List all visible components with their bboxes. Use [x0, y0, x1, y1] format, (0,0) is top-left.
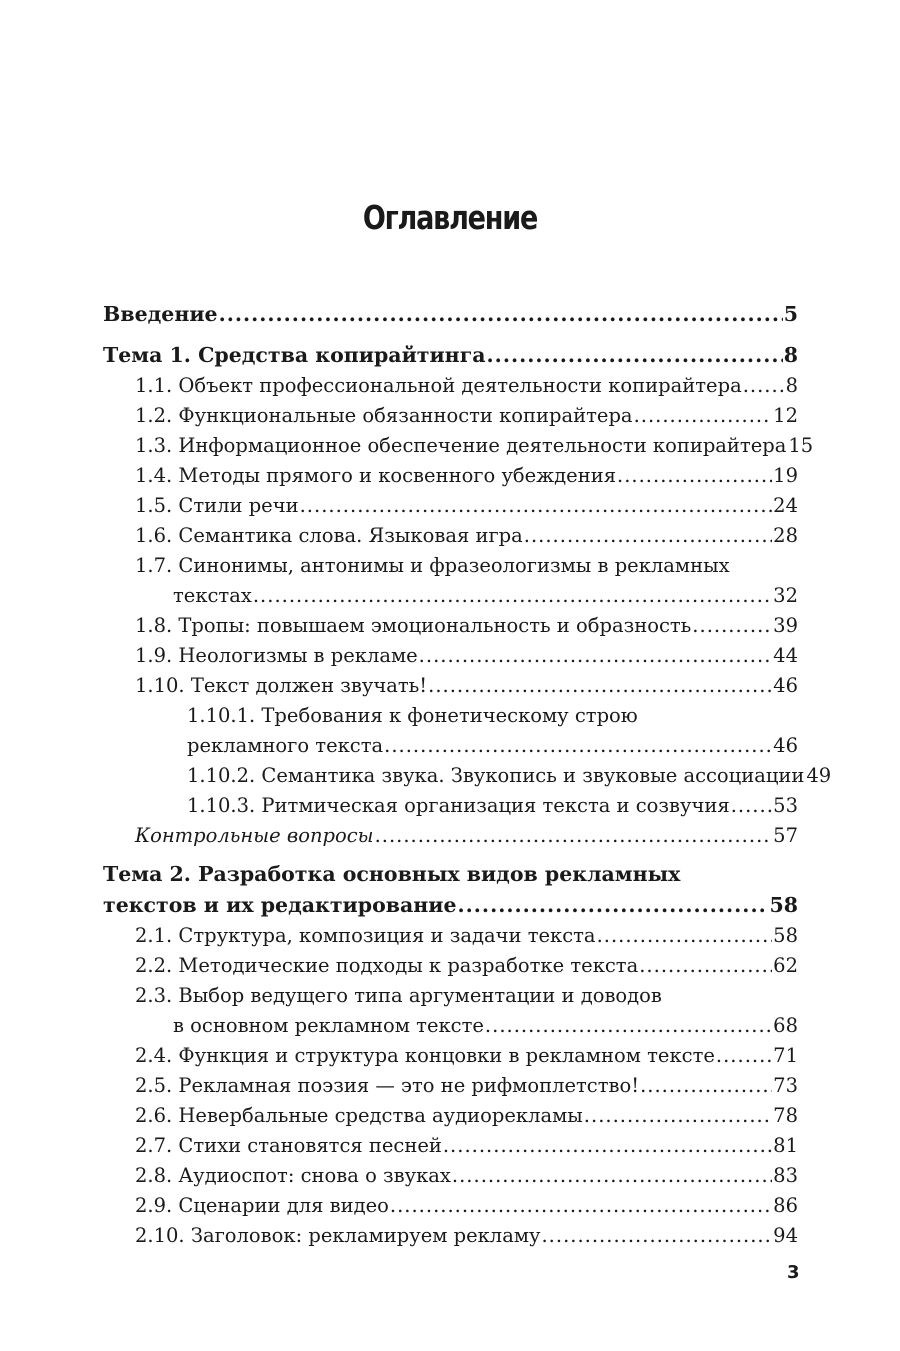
- toc-entry-page: 78: [773, 1104, 798, 1127]
- toc-leader-dots: [375, 821, 773, 851]
- toc-entry-2-10[interactable]: [103, 1221, 798, 1251]
- toc-entry-label: 2.4. Функция и структура концовки в рекламном тексте: [135, 1041, 715, 1071]
- page-title: Оглавление: [362, 198, 538, 237]
- toc-entry-page: 5: [783, 302, 798, 326]
- toc-entry-label: в основном рекламном тексте: [173, 1011, 484, 1041]
- toc-entry-2-8[interactable]: [103, 1161, 798, 1191]
- toc-entry-page: 83: [773, 1164, 798, 1187]
- toc-leader-dots: [541, 1221, 772, 1251]
- toc-entry-page: 8: [783, 343, 798, 367]
- toc-leader-dots: [743, 371, 785, 401]
- toc-entry-1-10[interactable]: [103, 671, 798, 701]
- toc-entry-label: 1.10. Текст должен звучать!: [135, 671, 427, 701]
- toc-entry-page: 46: [773, 734, 798, 757]
- toc-entry-2-3-line1[interactable]: 2.3. Выбор ведущего типа аргументации и доводов: [135, 984, 662, 1007]
- toc-entry-2-6[interactable]: [103, 1101, 798, 1131]
- toc-entry-page: 49: [806, 764, 832, 787]
- toc-entry-label: 2.8. Аудиоспот: снова о звуках: [135, 1161, 451, 1191]
- toc-entry-1-7-line1[interactable]: 1.7. Синонимы, антонимы и фразеологизмы в рекламных: [135, 554, 730, 577]
- toc-entry-theme2[interactable]: [103, 889, 798, 921]
- toc-leader-dots: [584, 1101, 772, 1131]
- toc-entry-theme1[interactable]: [103, 339, 798, 371]
- toc-entry-page: 24: [773, 494, 798, 517]
- toc-leader-dots: [390, 1191, 772, 1221]
- toc-entry-page: 53: [773, 794, 798, 817]
- toc-entry-label: текстах: [173, 581, 252, 611]
- toc-entry-page: 81: [773, 1134, 798, 1157]
- toc-leader-dots: [639, 951, 772, 981]
- toc-entry-label: 1.5. Стили речи: [135, 491, 299, 521]
- toc-entry-label: 2.1. Структура, композиция и задачи текста: [135, 921, 596, 951]
- toc-entry-1-2[interactable]: [103, 401, 798, 431]
- toc-entry-1-4[interactable]: [103, 461, 798, 491]
- toc-leader-dots: [219, 298, 783, 330]
- toc-entry-page: 28: [773, 524, 798, 547]
- toc-leader-dots: [300, 491, 773, 521]
- toc-entry-1-10-3[interactable]: [103, 791, 798, 821]
- toc-leader-dots: [617, 461, 772, 491]
- toc-leader-dots: [692, 611, 772, 641]
- toc-leader-dots: [731, 791, 772, 821]
- page-number: 3: [787, 1262, 800, 1283]
- table-of-contents: [103, 298, 832, 1251]
- toc-entry-page: 68: [773, 1014, 798, 1037]
- toc-entry-2-1[interactable]: [103, 921, 798, 951]
- toc-entry-label: 2.2. Методические подходы к разработке текста: [135, 951, 638, 981]
- toc-entry-page: 73: [773, 1074, 798, 1097]
- toc-entry-label: текстов и их редактирование: [103, 889, 457, 921]
- toc-entry-page: 39: [773, 614, 798, 637]
- toc-leader-dots: [487, 339, 783, 371]
- toc-entry-page: 58: [769, 893, 798, 917]
- toc-entry-label: 1.8. Тропы: повышаем эмоциональность и образность: [135, 611, 691, 641]
- toc-entry-page: 58: [773, 924, 798, 947]
- toc-entry-control-questions[interactable]: [103, 821, 798, 851]
- toc-leader-dots: [640, 1071, 772, 1101]
- toc-entry-page: 19: [773, 464, 798, 487]
- toc-entry-intro[interactable]: [103, 298, 798, 330]
- toc-leader-dots: [524, 521, 772, 551]
- toc-entry-1-10-1-line1[interactable]: 1.10.1. Требования к фонетическому строю: [187, 704, 638, 727]
- toc-entry-page: 86: [773, 1194, 798, 1217]
- toc-entry-2-3[interactable]: [103, 1011, 798, 1041]
- toc-entry-page: 94: [773, 1224, 798, 1247]
- toc-entry-1-9[interactable]: [103, 641, 798, 671]
- toc-leader-dots: [634, 401, 773, 431]
- toc-entry-label: 1.1. Объект профессиональной деятельности копирайтера: [135, 371, 742, 401]
- toc-entry-page: 8: [785, 374, 798, 397]
- toc-entry-label: 2.5. Рекламная поэзия — это не рифмоплетство!: [135, 1071, 639, 1101]
- toc-entry-label: 2.6. Невербальные средства аудиорекламы: [135, 1101, 583, 1131]
- toc-leader-dots: [428, 671, 772, 701]
- toc-entry-page: 12: [773, 404, 798, 427]
- toc-entry-1-7[interactable]: [103, 581, 798, 611]
- toc-entry-label: 1.3. Информационное обеспечение деятельности копирайтера: [135, 431, 786, 461]
- toc-entry-label: 1.10.3. Ритмическая организация текста и созвучия: [187, 791, 730, 821]
- toc-entry-1-10-1[interactable]: [103, 731, 798, 761]
- toc-entry-page: 46: [773, 674, 798, 697]
- toc-entry-1-1[interactable]: [103, 371, 798, 401]
- toc-entry-page: 32: [773, 584, 798, 607]
- toc-leader-dots: [384, 731, 772, 761]
- toc-leader-dots: [716, 1041, 772, 1071]
- toc-leader-dots: [452, 1161, 772, 1191]
- toc-entry-label: 2.7. Стихи становятся песней: [135, 1131, 442, 1161]
- toc-entry-label: Контрольные вопросы: [135, 821, 374, 851]
- toc-entry-label: 1.2. Функциональные обязанности копирайтера: [135, 401, 633, 431]
- toc-entry-label: 2.10. Заголовок: рекламируем рекламу: [135, 1221, 540, 1251]
- toc-entry-page: 57: [773, 824, 798, 847]
- toc-entry-1-5[interactable]: [103, 491, 798, 521]
- toc-entry-1-6[interactable]: [103, 521, 798, 551]
- toc-entry-label: Тема 1. Средства копирайтинга: [103, 339, 486, 371]
- toc-entry-label: 2.9. Сценарии для видео: [135, 1191, 389, 1221]
- toc-entry-2-7[interactable]: [103, 1131, 798, 1161]
- toc-entry-1-3[interactable]: [103, 431, 814, 461]
- toc-entry-page: 71: [773, 1044, 798, 1067]
- toc-leader-dots: [419, 641, 773, 671]
- toc-entry-page: 44: [773, 644, 798, 667]
- toc-entry-label: Введение: [103, 298, 218, 330]
- toc-entry-page: 62: [773, 954, 798, 977]
- toc-entry-1-10-2[interactable]: [103, 761, 832, 791]
- toc-entry-2-9[interactable]: [103, 1191, 798, 1221]
- toc-leader-dots: [443, 1131, 772, 1161]
- toc-entry-label: 1.4. Методы прямого и косвенного убеждения: [135, 461, 616, 491]
- toc-entry-label: 1.9. Неологизмы в рекламе: [135, 641, 418, 671]
- toc-leader-dots: [458, 889, 769, 921]
- toc-leader-dots: [597, 921, 773, 951]
- toc-entry-2-4[interactable]: [103, 1041, 798, 1071]
- toc-entry-2-5[interactable]: [103, 1071, 798, 1101]
- toc-leader-dots: [485, 1011, 772, 1041]
- toc-entry-label: 1.10.2. Семантика звука. Звукопись и звуковые ассоциации: [187, 761, 804, 791]
- toc-entry-1-8[interactable]: [103, 611, 798, 641]
- toc-entry-theme2-line1[interactable]: Тема 2. Разработка основных видов рекламных: [103, 862, 681, 886]
- toc-leader-dots: [253, 581, 772, 611]
- toc-entry-label: 1.6. Семантика слова. Языковая игра: [135, 521, 523, 551]
- toc-entry-2-2[interactable]: [103, 951, 798, 981]
- toc-entry-page: 15: [788, 434, 814, 457]
- toc-entry-label: рекламного текста: [187, 731, 383, 761]
